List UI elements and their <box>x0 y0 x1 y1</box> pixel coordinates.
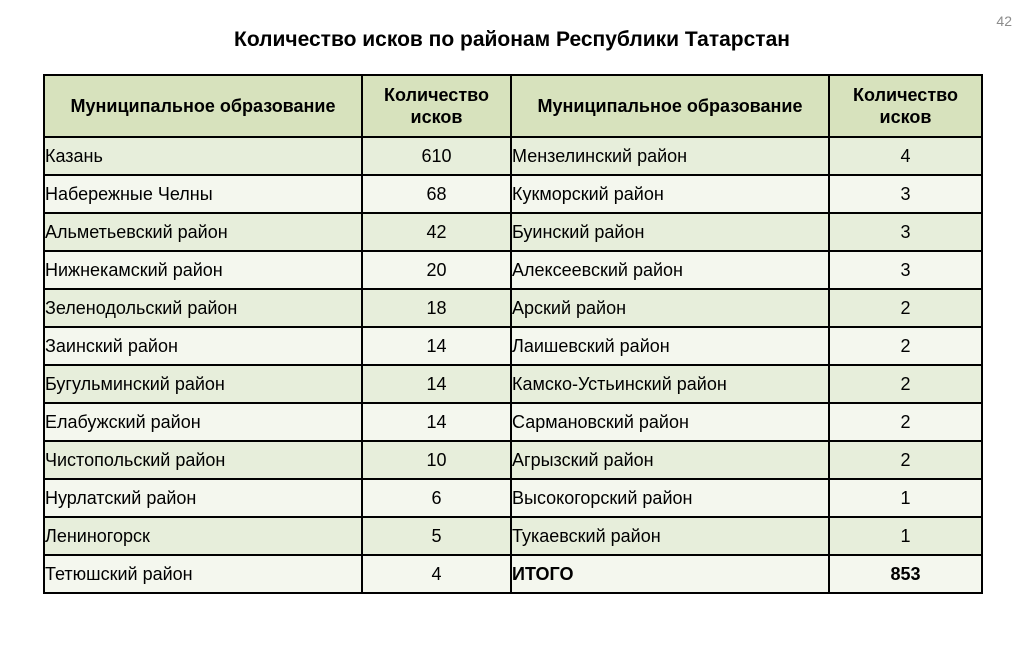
table-row <box>44 327 982 365</box>
left-count-cell: 5 <box>362 517 511 555</box>
right-count-cell: 2 <box>829 441 982 479</box>
right-count-cell: 2 <box>829 289 982 327</box>
right-name-cell: Кукморский район <box>511 175 829 213</box>
left-count-cell: 14 <box>362 365 511 403</box>
table-row <box>44 251 982 289</box>
left-name-cell: Нижнекамский район <box>44 251 362 289</box>
left-name-cell: Тетюшский район <box>44 555 362 593</box>
table-row <box>44 289 982 327</box>
table-row <box>44 175 982 213</box>
left-name-cell: Нурлатский район <box>44 479 362 517</box>
table-row <box>44 441 982 479</box>
right-name-cell: Тукаевский район <box>511 517 829 555</box>
right-name-cell: Сармановский район <box>511 403 829 441</box>
left-name-cell: Лениногорск <box>44 517 362 555</box>
right-count-cell: 3 <box>829 213 982 251</box>
left-count-cell: 68 <box>362 175 511 213</box>
table-header-row <box>44 75 982 137</box>
left-name-cell: Зеленодольский район <box>44 289 362 327</box>
left-count-cell: 10 <box>362 441 511 479</box>
right-name-cell: Камско-Устьинский район <box>511 365 829 403</box>
left-count-cell: 610 <box>362 137 511 175</box>
left-count-cell: 14 <box>362 403 511 441</box>
right-name-cell: Лаишевский район <box>511 327 829 365</box>
right-name-cell: Буинский район <box>511 213 829 251</box>
left-name-cell: Заинский район <box>44 327 362 365</box>
table-row <box>44 365 982 403</box>
right-name-cell: Высокогорский район <box>511 479 829 517</box>
total-label: ИТОГО <box>511 555 829 593</box>
right-count-cell: 1 <box>829 479 982 517</box>
left-count-cell: 6 <box>362 479 511 517</box>
right-count-cell: 2 <box>829 403 982 441</box>
page-title: Количество исков по районам Республики Татарстан <box>234 28 790 51</box>
left-count-cell: 4 <box>362 555 511 593</box>
header-municipality: Муниципальное образование <box>44 75 362 137</box>
left-name-cell: Бугульминский район <box>44 365 362 403</box>
table-row <box>44 403 982 441</box>
total-value: 853 <box>829 555 982 593</box>
table-row <box>44 213 982 251</box>
left-name-cell: Альметьевский район <box>44 213 362 251</box>
left-count-cell: 20 <box>362 251 511 289</box>
right-name-cell: Арский район <box>511 289 829 327</box>
left-name-cell: Елабужский район <box>44 403 362 441</box>
right-count-cell: 1 <box>829 517 982 555</box>
table-row <box>44 479 982 517</box>
page-number: 42 <box>996 13 1012 29</box>
header-municipality-2: Муниципальное образование <box>511 75 829 137</box>
left-count-cell: 14 <box>362 327 511 365</box>
right-count-cell: 3 <box>829 251 982 289</box>
left-name-cell: Чистопольский район <box>44 441 362 479</box>
left-name-cell: Казань <box>44 137 362 175</box>
left-count-cell: 18 <box>362 289 511 327</box>
right-name-cell: Агрызский район <box>511 441 829 479</box>
table-row <box>44 137 982 175</box>
left-count-cell: 42 <box>362 213 511 251</box>
left-name-cell: Набережные Челны <box>44 175 362 213</box>
table-row <box>44 517 982 555</box>
right-name-cell: Мензелинский район <box>511 137 829 175</box>
right-count-cell: 2 <box>829 365 982 403</box>
header-count-2: Количество исков <box>829 75 982 137</box>
table-row <box>44 555 982 593</box>
claims-table <box>43 74 983 594</box>
right-count-cell: 4 <box>829 137 982 175</box>
right-count-cell: 2 <box>829 327 982 365</box>
right-count-cell: 3 <box>829 175 982 213</box>
header-count: Количество исков <box>362 75 511 137</box>
right-name-cell: Алексеевский район <box>511 251 829 289</box>
